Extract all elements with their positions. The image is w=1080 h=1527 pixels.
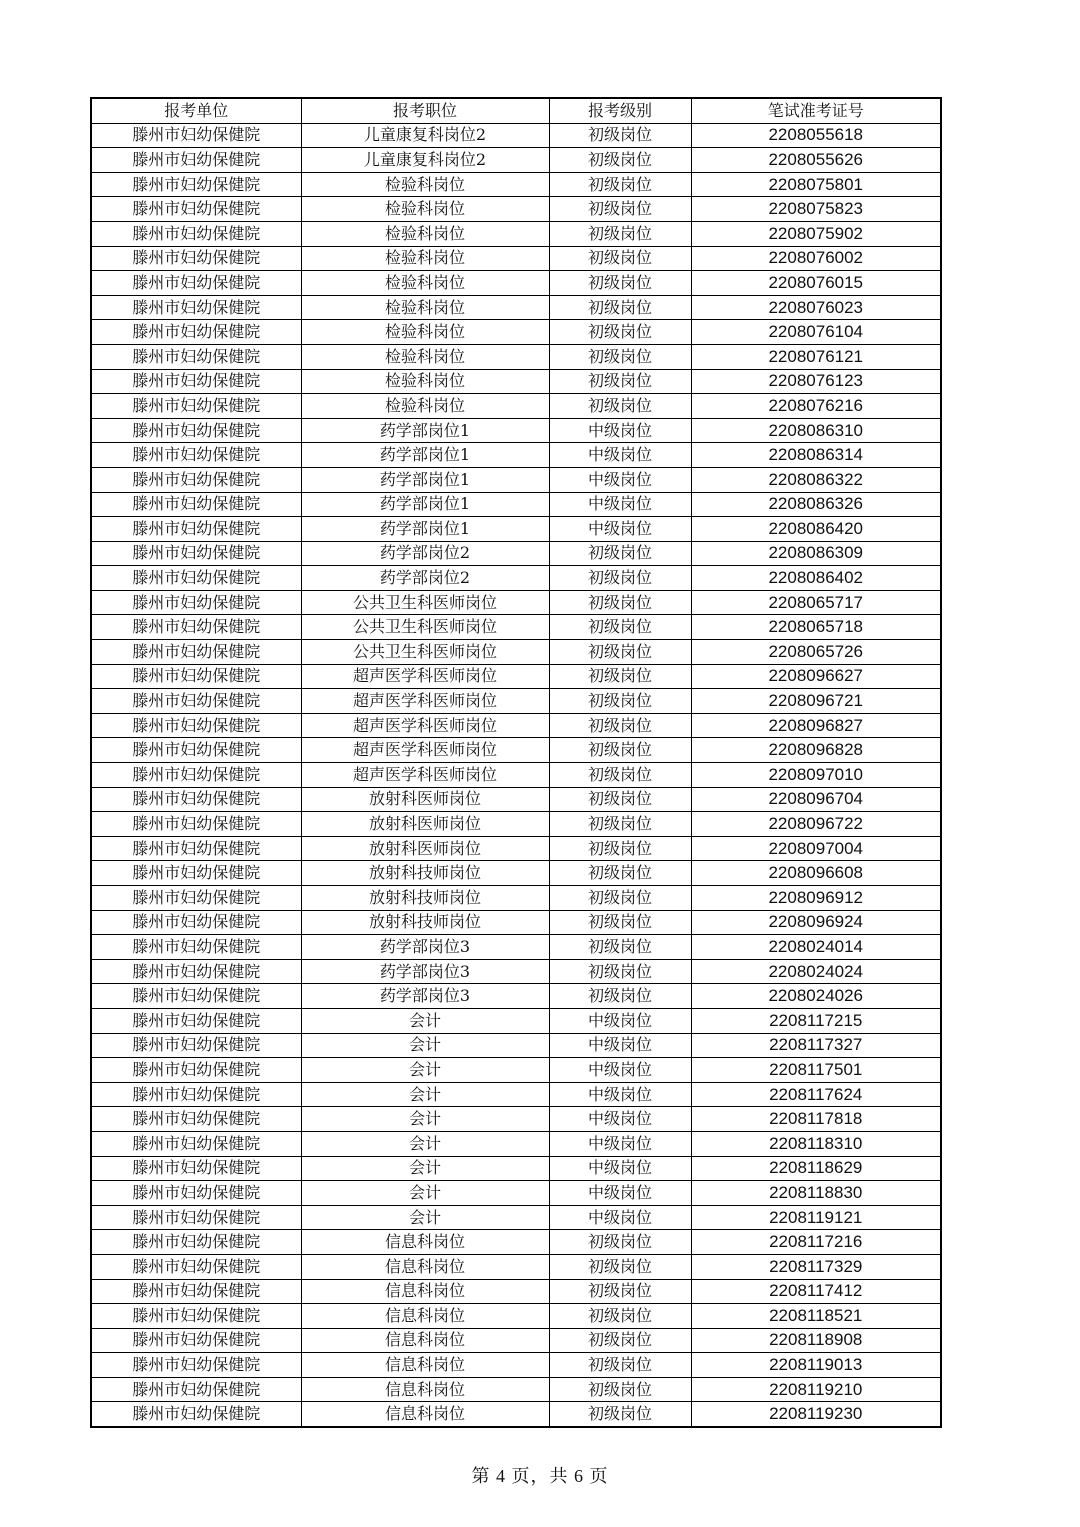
- cell-unit: 滕州市妇幼保健院: [91, 467, 301, 492]
- cell-post: 检验科岗位: [301, 295, 549, 320]
- table-row: [91, 984, 941, 1009]
- table-row: [91, 1254, 941, 1279]
- cell-exam-number: 2208096924: [691, 910, 941, 935]
- cell-unit: 滕州市妇幼保健院: [91, 886, 301, 911]
- cell-level: 初级岗位: [549, 1377, 691, 1402]
- cell-level: 初级岗位: [549, 221, 691, 246]
- cell-unit: 滕州市妇幼保健院: [91, 369, 301, 394]
- cell-unit: 滕州市妇幼保健院: [91, 418, 301, 443]
- cell-level: 初级岗位: [549, 861, 691, 886]
- table-row: [91, 1304, 941, 1329]
- table-row: [91, 590, 941, 615]
- cell-exam-number: 2208075823: [691, 197, 941, 222]
- cell-exam-number: 2208117501: [691, 1058, 941, 1083]
- cell-exam-number: 2208076216: [691, 394, 941, 419]
- cell-unit: 滕州市妇幼保健院: [91, 1377, 301, 1402]
- cell-level: 初级岗位: [549, 689, 691, 714]
- cell-post: 公共卫生科医师岗位: [301, 640, 549, 665]
- cell-unit: 滕州市妇幼保健院: [91, 1058, 301, 1083]
- cell-unit: 滕州市妇幼保健院: [91, 1353, 301, 1378]
- cell-exam-number: 2208024026: [691, 984, 941, 1009]
- table-row: [91, 886, 941, 911]
- cell-exam-number: 2208118830: [691, 1181, 941, 1206]
- table-row: [91, 1230, 941, 1255]
- cell-level: 初级岗位: [549, 959, 691, 984]
- table-row: [91, 713, 941, 738]
- table-row: [91, 172, 941, 197]
- cell-level: 初级岗位: [549, 1353, 691, 1378]
- cell-unit: 滕州市妇幼保健院: [91, 812, 301, 837]
- cell-level: 初级岗位: [549, 1279, 691, 1304]
- cell-level: 初级岗位: [549, 812, 691, 837]
- table-row: [91, 1205, 941, 1230]
- cell-post: 公共卫生科医师岗位: [301, 590, 549, 615]
- table-row: [91, 1402, 941, 1427]
- cell-post: 放射科技师岗位: [301, 910, 549, 935]
- header-exam-number: 笔试准考证号: [691, 98, 941, 123]
- cell-level: 初级岗位: [549, 246, 691, 271]
- cell-unit: 滕州市妇幼保健院: [91, 1156, 301, 1181]
- cell-level: 初级岗位: [549, 541, 691, 566]
- cell-post: 检验科岗位: [301, 172, 549, 197]
- cell-post: 药学部岗位3: [301, 935, 549, 960]
- cell-exam-number: 2208117215: [691, 1008, 941, 1033]
- cell-unit: 滕州市妇幼保健院: [91, 1033, 301, 1058]
- cell-unit: 滕州市妇幼保健院: [91, 738, 301, 763]
- cell-post: 检验科岗位: [301, 271, 549, 296]
- cell-post: 药学部岗位1: [301, 492, 549, 517]
- cell-unit: 滕州市妇幼保健院: [91, 246, 301, 271]
- cell-post: 检验科岗位: [301, 394, 549, 419]
- cell-post: 会计: [301, 1033, 549, 1058]
- cell-level: 初级岗位: [549, 295, 691, 320]
- cell-post: 儿童康复科岗位2: [301, 148, 549, 173]
- cell-post: 超声医学科医师岗位: [301, 738, 549, 763]
- table-row: [91, 1008, 941, 1033]
- cell-level: 初级岗位: [549, 738, 691, 763]
- header-row: [91, 98, 941, 123]
- cell-level: 初级岗位: [549, 394, 691, 419]
- cell-unit: 滕州市妇幼保健院: [91, 590, 301, 615]
- table-row: [91, 664, 941, 689]
- cell-exam-number: 2208117818: [691, 1107, 941, 1132]
- cell-unit: 滕州市妇幼保健院: [91, 566, 301, 591]
- cell-level: 初级岗位: [549, 1328, 691, 1353]
- cell-exam-number: 2208119121: [691, 1205, 941, 1230]
- cell-post: 检验科岗位: [301, 320, 549, 345]
- cell-level: 中级岗位: [549, 1131, 691, 1156]
- cell-exam-number: 2208096722: [691, 812, 941, 837]
- cell-post: 检验科岗位: [301, 197, 549, 222]
- cell-exam-number: 2208075801: [691, 172, 941, 197]
- cell-unit: 滕州市妇幼保健院: [91, 517, 301, 542]
- cell-exam-number: 2208086420: [691, 517, 941, 542]
- cell-unit: 滕州市妇幼保健院: [91, 640, 301, 665]
- cell-exam-number: 2208096827: [691, 713, 941, 738]
- cell-level: 中级岗位: [549, 418, 691, 443]
- cell-exam-number: 2208086310: [691, 418, 941, 443]
- cell-unit: 滕州市妇幼保健院: [91, 295, 301, 320]
- cell-level: 中级岗位: [549, 1107, 691, 1132]
- header-post: 报考职位: [301, 98, 549, 123]
- cell-post: 会计: [301, 1082, 549, 1107]
- table-row: [91, 935, 941, 960]
- cell-unit: 滕州市妇幼保健院: [91, 1205, 301, 1230]
- cell-unit: 滕州市妇幼保健院: [91, 984, 301, 1009]
- cell-exam-number: 2208117216: [691, 1230, 941, 1255]
- cell-unit: 滕州市妇幼保健院: [91, 959, 301, 984]
- cell-post: 信息科岗位: [301, 1402, 549, 1427]
- cell-level: 中级岗位: [549, 467, 691, 492]
- table-row: [91, 221, 941, 246]
- cell-post: 检验科岗位: [301, 221, 549, 246]
- cell-post: 会计: [301, 1205, 549, 1230]
- cell-level: 中级岗位: [549, 1205, 691, 1230]
- cell-exam-number: 2208065717: [691, 590, 941, 615]
- cell-unit: 滕州市妇幼保健院: [91, 1008, 301, 1033]
- table-row: [91, 418, 941, 443]
- cell-exam-number: 2208024024: [691, 959, 941, 984]
- table-row: [91, 812, 941, 837]
- cell-post: 超声医学科医师岗位: [301, 763, 549, 788]
- cell-level: 初级岗位: [549, 148, 691, 173]
- table-row: [91, 640, 941, 665]
- table-row: [91, 910, 941, 935]
- cell-post: 信息科岗位: [301, 1279, 549, 1304]
- table-row: [91, 1181, 941, 1206]
- cell-post: 会计: [301, 1131, 549, 1156]
- cell-exam-number: 2208096721: [691, 689, 941, 714]
- cell-post: 会计: [301, 1156, 549, 1181]
- cell-level: 初级岗位: [549, 910, 691, 935]
- cell-unit: 滕州市妇幼保健院: [91, 197, 301, 222]
- table-row: [91, 246, 941, 271]
- cell-post: 药学部岗位1: [301, 443, 549, 468]
- cell-level: 初级岗位: [549, 172, 691, 197]
- cell-unit: 滕州市妇幼保健院: [91, 123, 301, 148]
- cell-exam-number: 2208117624: [691, 1082, 941, 1107]
- cell-exam-number: 2208086326: [691, 492, 941, 517]
- cell-level: 初级岗位: [549, 590, 691, 615]
- cell-post: 超声医学科医师岗位: [301, 713, 549, 738]
- cell-level: 中级岗位: [549, 1008, 691, 1033]
- cell-unit: 滕州市妇幼保健院: [91, 1082, 301, 1107]
- cell-level: 初级岗位: [549, 1254, 691, 1279]
- table-row: [91, 763, 941, 788]
- cell-exam-number: 2208086314: [691, 443, 941, 468]
- cell-unit: 滕州市妇幼保健院: [91, 763, 301, 788]
- table-row: [91, 1107, 941, 1132]
- cell-exam-number: 2208076015: [691, 271, 941, 296]
- cell-level: 中级岗位: [549, 517, 691, 542]
- table-row: [91, 1082, 941, 1107]
- cell-unit: 滕州市妇幼保健院: [91, 615, 301, 640]
- cell-post: 药学部岗位1: [301, 517, 549, 542]
- cell-post: 信息科岗位: [301, 1328, 549, 1353]
- cell-exam-number: 2208097004: [691, 836, 941, 861]
- cell-exam-number: 2208076023: [691, 295, 941, 320]
- cell-unit: 滕州市妇幼保健院: [91, 1402, 301, 1427]
- table-row: [91, 148, 941, 173]
- cell-exam-number: 2208076123: [691, 369, 941, 394]
- table-row: [91, 1279, 941, 1304]
- cell-exam-number: 2208118310: [691, 1131, 941, 1156]
- table-row: [91, 1131, 941, 1156]
- cell-exam-number: 2208119210: [691, 1377, 941, 1402]
- cell-exam-number: 2208119013: [691, 1353, 941, 1378]
- cell-post: 信息科岗位: [301, 1353, 549, 1378]
- cell-unit: 滕州市妇幼保健院: [91, 1181, 301, 1206]
- cell-exam-number: 2208118908: [691, 1328, 941, 1353]
- cell-unit: 滕州市妇幼保健院: [91, 1107, 301, 1132]
- cell-level: 中级岗位: [549, 1156, 691, 1181]
- cell-post: 公共卫生科医师岗位: [301, 615, 549, 640]
- cell-post: 儿童康复科岗位2: [301, 123, 549, 148]
- cell-post: 药学部岗位2: [301, 541, 549, 566]
- cell-post: 放射科技师岗位: [301, 861, 549, 886]
- cell-level: 中级岗位: [549, 1181, 691, 1206]
- cell-level: 初级岗位: [549, 984, 691, 1009]
- cell-exam-number: 2208096627: [691, 664, 941, 689]
- cell-exam-number: 2208055626: [691, 148, 941, 173]
- cell-unit: 滕州市妇幼保健院: [91, 861, 301, 886]
- table-row: [91, 861, 941, 886]
- cell-unit: 滕州市妇幼保健院: [91, 1279, 301, 1304]
- cell-post: 信息科岗位: [301, 1230, 549, 1255]
- cell-level: 初级岗位: [549, 1304, 691, 1329]
- table-row: [91, 836, 941, 861]
- cell-unit: 滕州市妇幼保健院: [91, 1304, 301, 1329]
- cell-level: 初级岗位: [549, 787, 691, 812]
- cell-level: 中级岗位: [549, 1082, 691, 1107]
- table-row: [91, 1377, 941, 1402]
- cell-unit: 滕州市妇幼保健院: [91, 344, 301, 369]
- cell-level: 初级岗位: [549, 615, 691, 640]
- cell-level: 初级岗位: [549, 640, 691, 665]
- cell-unit: 滕州市妇幼保健院: [91, 836, 301, 861]
- table-row: [91, 443, 941, 468]
- cell-exam-number: 2208065718: [691, 615, 941, 640]
- cell-unit: 滕州市妇幼保健院: [91, 664, 301, 689]
- cell-unit: 滕州市妇幼保健院: [91, 1328, 301, 1353]
- cell-post: 检验科岗位: [301, 344, 549, 369]
- table-row: [91, 689, 941, 714]
- cell-unit: 滕州市妇幼保健院: [91, 1254, 301, 1279]
- table-row: [91, 197, 941, 222]
- table-row: [91, 1328, 941, 1353]
- table-row: [91, 541, 941, 566]
- cell-post: 药学部岗位1: [301, 418, 549, 443]
- cell-post: 信息科岗位: [301, 1304, 549, 1329]
- cell-level: 初级岗位: [549, 836, 691, 861]
- cell-unit: 滕州市妇幼保健院: [91, 148, 301, 173]
- table-row: [91, 738, 941, 763]
- table-row: [91, 1353, 941, 1378]
- cell-unit: 滕州市妇幼保健院: [91, 271, 301, 296]
- cell-post: 药学部岗位3: [301, 959, 549, 984]
- cell-post: 会计: [301, 1008, 549, 1033]
- cell-unit: 滕州市妇幼保健院: [91, 394, 301, 419]
- table-row: [91, 492, 941, 517]
- cell-post: 药学部岗位2: [301, 566, 549, 591]
- cell-level: 中级岗位: [549, 443, 691, 468]
- cell-exam-number: 2208086322: [691, 467, 941, 492]
- cell-level: 初级岗位: [549, 271, 691, 296]
- cell-exam-number: 2208097010: [691, 763, 941, 788]
- cell-unit: 滕州市妇幼保健院: [91, 320, 301, 345]
- cell-unit: 滕州市妇幼保健院: [91, 1230, 301, 1255]
- table-row: [91, 615, 941, 640]
- cell-exam-number: 2208024014: [691, 935, 941, 960]
- cell-exam-number: 2208117327: [691, 1033, 941, 1058]
- table-row: [91, 1033, 941, 1058]
- table-row: [91, 369, 941, 394]
- candidate-table-container: [90, 97, 940, 1428]
- cell-exam-number: 2208096704: [691, 787, 941, 812]
- cell-exam-number: 2208076002: [691, 246, 941, 271]
- table-row: [91, 517, 941, 542]
- table-header: [91, 98, 941, 123]
- cell-post: 超声医学科医师岗位: [301, 664, 549, 689]
- cell-unit: 滕州市妇幼保健院: [91, 221, 301, 246]
- page-footer: 第 4 页，共 6 页: [471, 1466, 609, 1486]
- cell-exam-number: 2208086309: [691, 541, 941, 566]
- cell-level: 中级岗位: [549, 492, 691, 517]
- candidate-table: [90, 97, 942, 1428]
- cell-level: 初级岗位: [549, 123, 691, 148]
- cell-unit: 滕州市妇幼保健院: [91, 443, 301, 468]
- table-row: [91, 467, 941, 492]
- cell-post: 放射科医师岗位: [301, 812, 549, 837]
- cell-exam-number: 2208096608: [691, 861, 941, 886]
- header-level: 报考级别: [549, 98, 691, 123]
- cell-post: 放射科医师岗位: [301, 836, 549, 861]
- cell-level: 初级岗位: [549, 344, 691, 369]
- cell-level: 中级岗位: [549, 1033, 691, 1058]
- table-row: [91, 320, 941, 345]
- cell-exam-number: 2208118629: [691, 1156, 941, 1181]
- header-unit: 报考单位: [91, 98, 301, 123]
- cell-unit: 滕州市妇幼保健院: [91, 492, 301, 517]
- cell-post: 放射科医师岗位: [301, 787, 549, 812]
- cell-post: 放射科技师岗位: [301, 886, 549, 911]
- cell-exam-number: 2208076104: [691, 320, 941, 345]
- cell-level: 初级岗位: [549, 664, 691, 689]
- cell-level: 初级岗位: [549, 886, 691, 911]
- cell-post: 检验科岗位: [301, 369, 549, 394]
- cell-level: 初级岗位: [549, 713, 691, 738]
- cell-level: 初级岗位: [549, 369, 691, 394]
- table-row: [91, 959, 941, 984]
- cell-exam-number: 2208096828: [691, 738, 941, 763]
- cell-exam-number: 2208086402: [691, 566, 941, 591]
- cell-level: 初级岗位: [549, 197, 691, 222]
- table-row: [91, 344, 941, 369]
- table-row: [91, 1156, 941, 1181]
- cell-exam-number: 2208075902: [691, 221, 941, 246]
- table-row: [91, 787, 941, 812]
- cell-level: 中级岗位: [549, 1058, 691, 1083]
- cell-unit: 滕州市妇幼保健院: [91, 689, 301, 714]
- cell-unit: 滕州市妇幼保健院: [91, 713, 301, 738]
- cell-level: 初级岗位: [549, 1402, 691, 1427]
- cell-level: 初级岗位: [549, 1230, 691, 1255]
- cell-post: 会计: [301, 1181, 549, 1206]
- cell-exam-number: 2208117329: [691, 1254, 941, 1279]
- table-row: [91, 123, 941, 148]
- cell-post: 信息科岗位: [301, 1254, 549, 1279]
- table-row: [91, 271, 941, 296]
- cell-level: 初级岗位: [549, 320, 691, 345]
- table-row: [91, 394, 941, 419]
- cell-unit: 滕州市妇幼保健院: [91, 1131, 301, 1156]
- cell-exam-number: 2208055618: [691, 123, 941, 148]
- cell-post: 检验科岗位: [301, 246, 549, 271]
- cell-post: 信息科岗位: [301, 1377, 549, 1402]
- cell-exam-number: 2208065726: [691, 640, 941, 665]
- cell-post: 药学部岗位1: [301, 467, 549, 492]
- cell-exam-number: 2208119230: [691, 1402, 941, 1427]
- cell-unit: 滕州市妇幼保健院: [91, 541, 301, 566]
- cell-unit: 滕州市妇幼保健院: [91, 172, 301, 197]
- table-row: [91, 295, 941, 320]
- cell-exam-number: 2208076121: [691, 344, 941, 369]
- cell-exam-number: 2208117412: [691, 1279, 941, 1304]
- table-body: [91, 123, 941, 1427]
- table-row: [91, 566, 941, 591]
- cell-post: 药学部岗位3: [301, 984, 549, 1009]
- cell-unit: 滕州市妇幼保健院: [91, 910, 301, 935]
- cell-exam-number: 2208096912: [691, 886, 941, 911]
- cell-exam-number: 2208118521: [691, 1304, 941, 1329]
- cell-post: 会计: [301, 1107, 549, 1132]
- cell-post: 会计: [301, 1058, 549, 1083]
- cell-unit: 滕州市妇幼保健院: [91, 935, 301, 960]
- cell-level: 初级岗位: [549, 935, 691, 960]
- cell-post: 超声医学科医师岗位: [301, 689, 549, 714]
- table-row: [91, 1058, 941, 1083]
- cell-level: 初级岗位: [549, 763, 691, 788]
- cell-level: 初级岗位: [549, 566, 691, 591]
- cell-unit: 滕州市妇幼保健院: [91, 787, 301, 812]
